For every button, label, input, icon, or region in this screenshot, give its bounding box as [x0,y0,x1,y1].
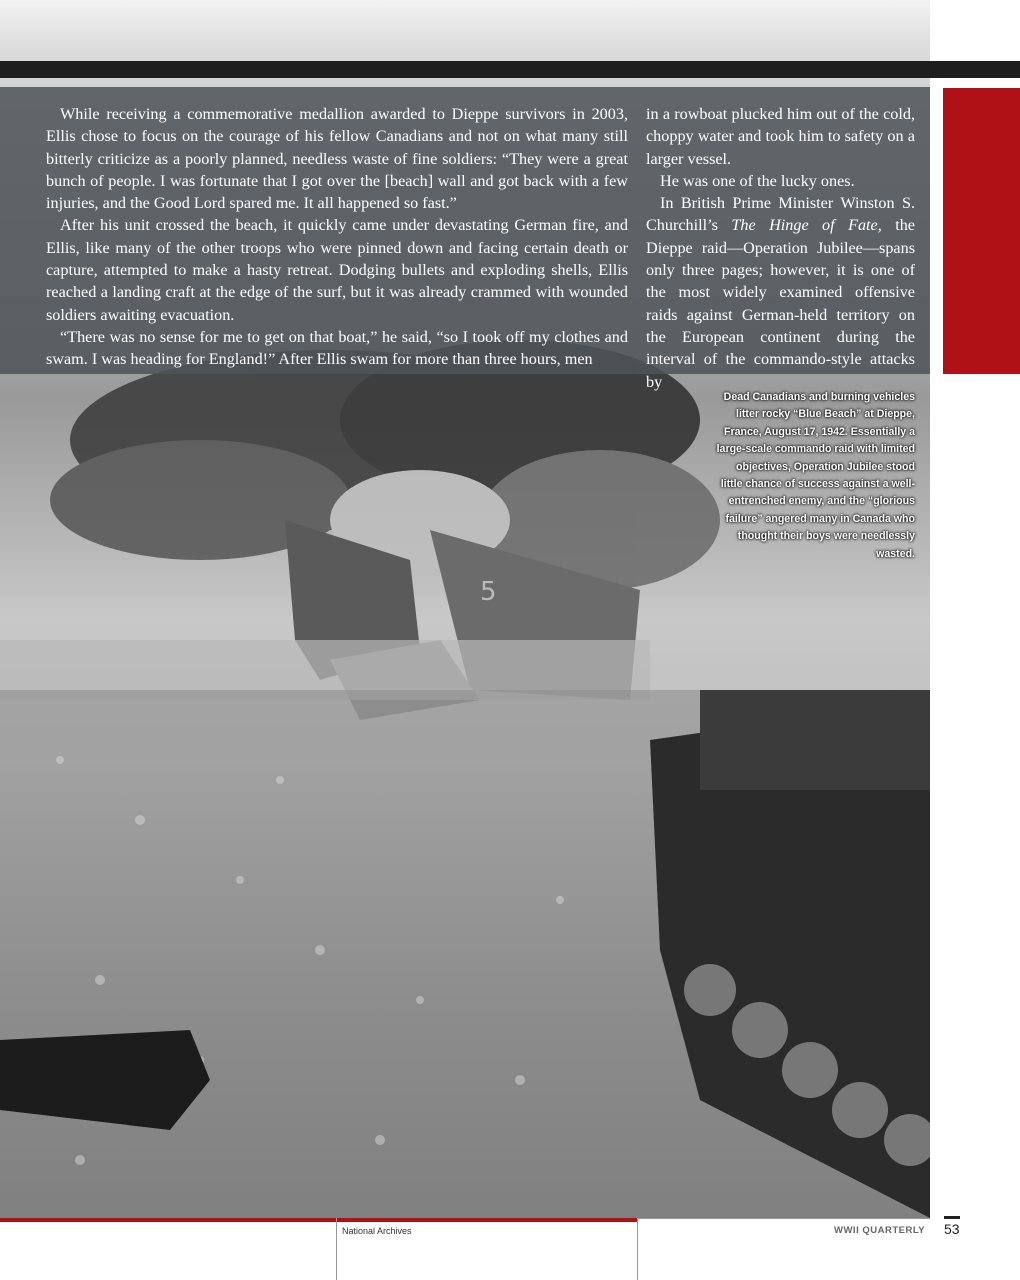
magazine-name: WWII QUARTERLY [834,1225,926,1236]
paragraph: He was one of the lucky ones. [660,171,855,190]
paragraph-text: the Dieppe raid—Operation Jubilee—spans only three pages; however, it is one of the most widely examined offensive raids against German-held territory on the European continent during the interval of the commando-style attacks by [646,216,915,391]
red-accent-block [943,88,1020,374]
paragraph-text: In British Prime Minister Winston S. Churchill’s [646,194,915,235]
page-number-mark [944,1216,960,1219]
paragraph [646,192,915,393]
paragraph: “There was no sense for me to get on that boat,” he said, “so I took off my clothes and swam. I was heading for England!” After Ellis swam for more than three hours, men [46,327,628,369]
footer-gray-rule [638,1218,930,1219]
page-number: 53 [944,1221,960,1237]
footer-divider [637,1218,638,1280]
paragraph: After his unit crossed the beach, it quickly came under devastating German fire, and Ellis, like many of the other troops who were pinned down and facing certain death or capture, attempted to make a hasty retreat. Dodging bullets and exploding shells, Ellis reached a landing craft at the edge of the surf, but it was already crammed with wounded soldiers awaiting evacuation. [46,216,628,324]
article-column-2 [646,103,915,393]
paragraph: in a rowboat plucked him out of the cold, choppy water and took him to safety on a larger vessel. [646,105,915,168]
article-column-1 [46,103,628,371]
footer-divider [336,1218,337,1280]
paragraph: While receiving a commemorative medallion awarded to Dieppe survivors in 2003, Ellis chose to focus on the courage of his fellow Canadians and not on what many still bitterly criticize as a poorly planned, needless waste of fine soldiers: “They were a great bunch of people. I was fortunate that I got over the [beach] wall and got back with a few injuries, and the Good Lord spared me. It all happened so fast.” [46,105,628,213]
craft-number: 5 [480,577,497,607]
book-title: The Hinge of Fate, [731,216,882,235]
photo-credit: National Archives [342,1226,412,1236]
photo-caption: Dead Canadians and burning vehicles litter rocky “Blue Beach” at Dieppe, France, August 17, 1942. Essentially a large-scale commando raid with limited objectives, Operation Jubilee stood little chance of success against a well-entrenched enemy, and the “glorious failure” angered many in Canada who thought their boys were needlessly wasted. [716,391,915,560]
top-black-bar [0,61,1020,78]
footer-red-rule [0,1218,638,1222]
